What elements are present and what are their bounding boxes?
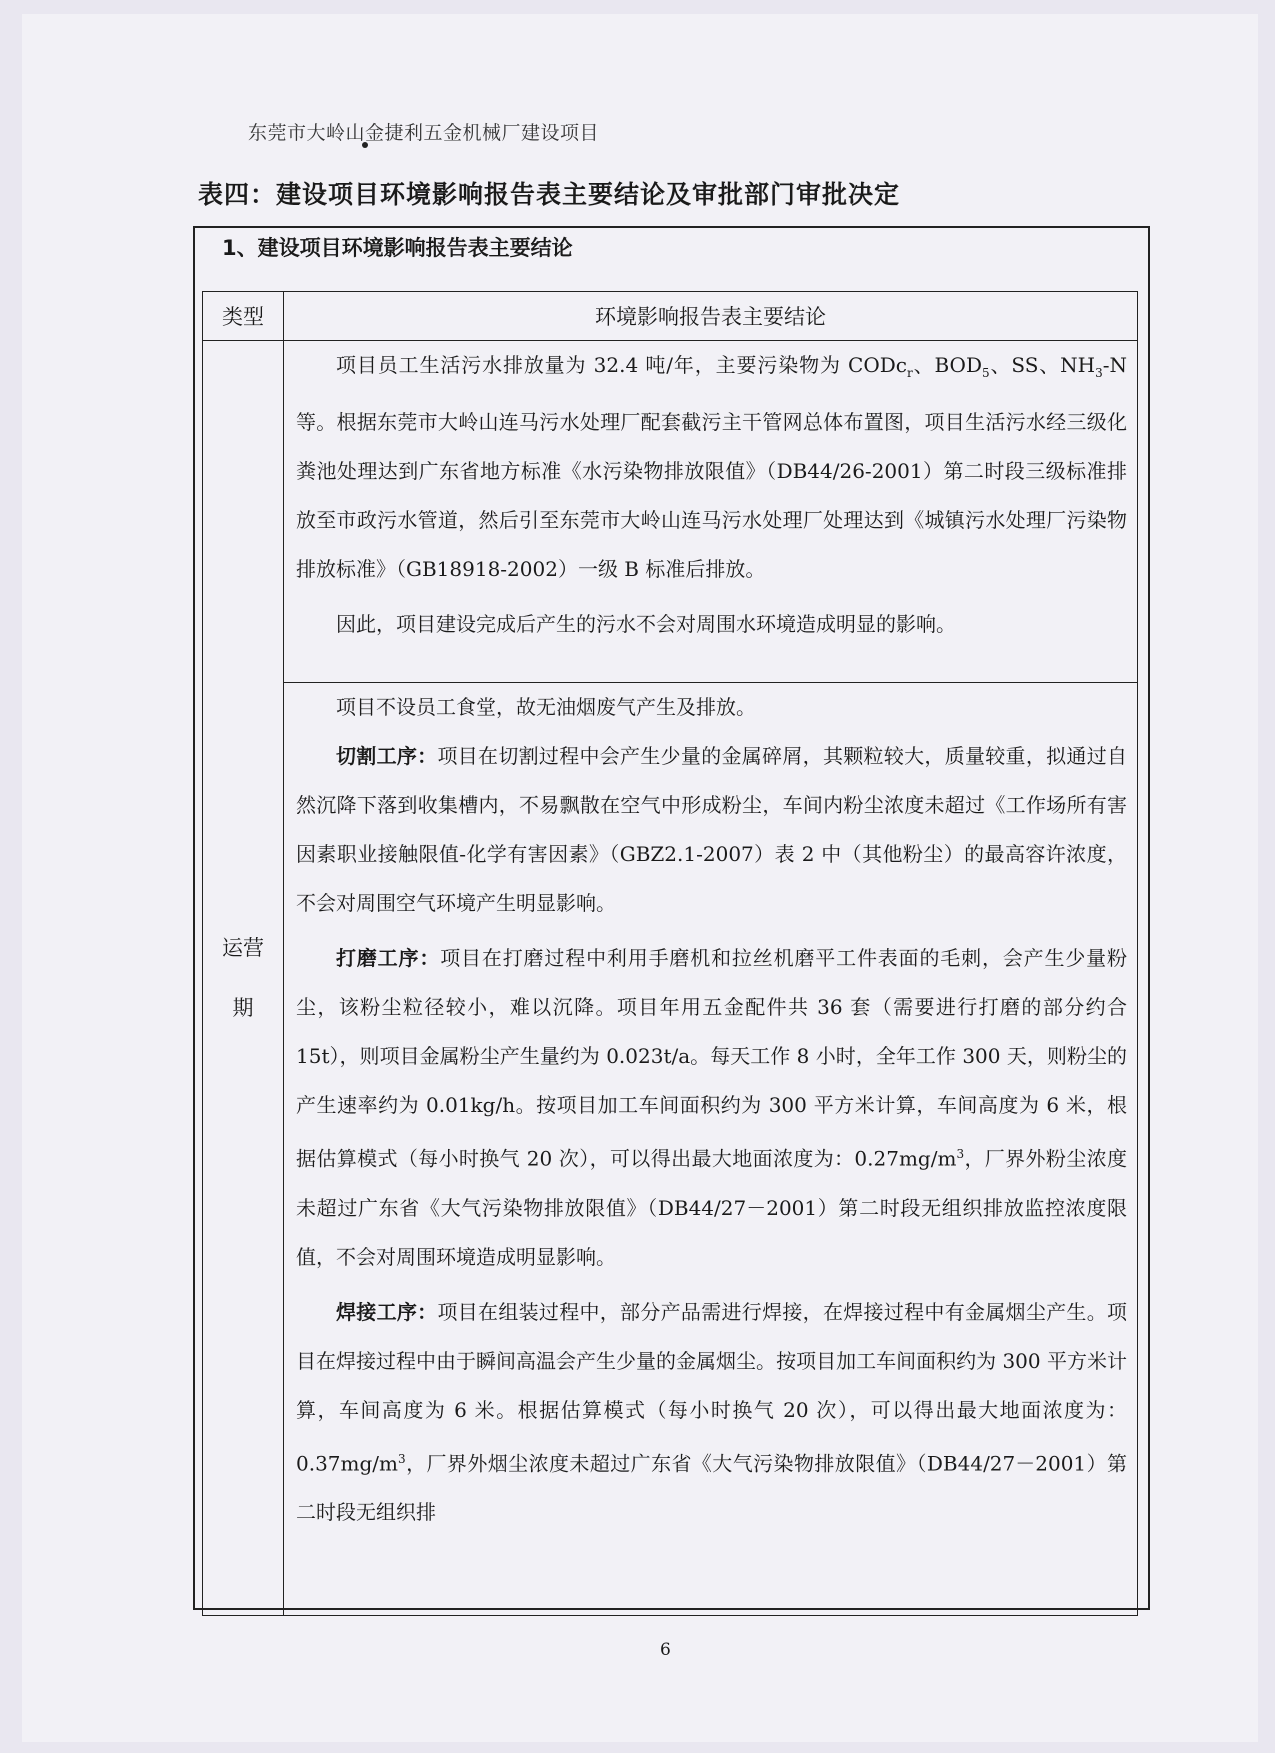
welding-label: 焊接工序： [336,1299,438,1324]
table-row-water [203,341,1138,683]
box-subtitle: 1、建设项目环境影响报告表主要结论 [222,236,573,260]
cutting-label: 切割工序： [336,744,438,768]
air-paragraph-cutting: 切割工序：项目在切割过程中会产生少量的金属碎屑，其颗粒较大，质量较重，拟通过自然沉降下落到收集槽内，不易飘散在空气中形成粉尘，车间内粉尘浓度未超过《工作场所有害因素职业接触限值-化学有害因素》（GBZ2.1-2007）表 2 中（其他粉尘）的最高容许浓度，不会对周围空气环境产生明显影响。 [296,744,1128,915]
page-number: 6 [660,1640,671,1660]
table-header-row [203,292,1138,341]
column-header-type: 类型 [203,292,284,341]
air-conclusion-cell [284,683,1138,1616]
water-paragraph-2: 因此，项目建设完成后产生的污水不会对周围水环境造成明显的影响。 [336,612,956,636]
type-cell-operation [203,341,284,1616]
conclusion-table [202,291,1138,1616]
section-title: 表四：建设项目环境影响报告表主要结论及审批部门审批决定 [198,180,901,209]
water-paragraph-1: 项目员工生活污水排放量为 32.4 吨/年，主要污染物为 CODc$_r$、$BOD_5$、SS、$NH_3-N$ 等。根据东莞市大岭山连马污水处理厂配套截污主干管网总体布置图，项目生活污水经三级化粪池处理达到广东省地方标准《水污染物排放限值》（DB44/26-2001）第二时段三级标准排放至市政污水管道，然后引至东莞市大岭山连马污水处理厂处理达到《城镇污水处理厂污染物排放标准》（GB18918-2002）一级 B 标准后排放。 [296,353,1128,581]
column-header-conclusion: 环境影响报告表主要结论 [284,292,1138,341]
water-conclusion-cell [284,341,1138,683]
table-row-air [203,683,1138,1616]
type-label-line2: 期 [232,996,254,1020]
grinding-label: 打磨工序： [336,946,441,970]
type-label-line1: 运营 [222,936,264,960]
air-paragraph-grinding: 打磨工序：项目在打磨过程中利用手磨机和拉丝机磨平工件表面的毛刺，会产生少量粉尘，该粉尘粒径较小，难以沉降。项目年用五金配件共 36 套（需要进行打磨的部分约合 15t），则项目金属粉尘产生量约为 0.023t/a。每天工作 8 小时，全年工作 300 天，则粉尘的产生速率约为 0.01kg/h。按项目加工车间面积约为 300 平方米计算，车间高度为 6 米，根据估算模式（每小时换气 20 次），可以得出最大地面浓度为：$0.27mg/m^3$，厂界外粉尘浓度未超过广东省《大气污染物排放限值》（DB44/27－2001）第二时段无组织排放监控浓度限值，不会对周围环境造成明显影响。 [296,946,1128,1269]
project-header: 东莞市大岭山金捷利五金机械厂建设项目 [248,122,600,144]
air-paragraph-welding: 焊接工序：项目在组装过程中，部分产品需进行焊接，在焊接过程中有金属烟尘产生。项目在焊接过程中由于瞬间高温会产生少量的金属烟尘。按项目加工车间面积约为 300 平方米计算，车间高度为 6 米。根据估算模式（每小时换气 20 次），可以得出最大地面浓度为：$0.37mg/m^3$，厂界外烟尘浓度未超过广东省《大气污染物排放限值》（DB44/27－2001）第二时段无组织排 [296,1299,1128,1525]
air-paragraph-intro: 项目不设员工食堂，故无油烟废气产生及排放。 [336,695,756,719]
